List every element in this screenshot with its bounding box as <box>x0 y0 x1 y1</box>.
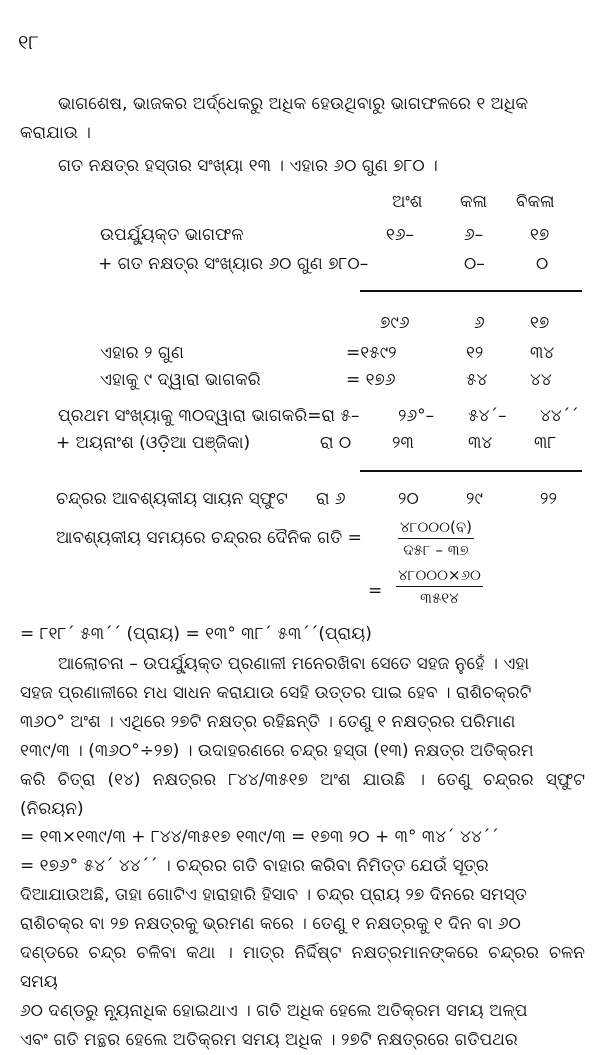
row1-kala: ୬– <box>464 225 484 245</box>
row2-label: + ଗତ ନକ୍ଷତ୍ର ସଂଖ୍ୟାର ୬୦ ଗୁଣ ୭୮୦– <box>98 254 369 274</box>
para-line-12: ଏବଂ ଗତି ମନ୍ଥର ହେଲେ ଅତିକ୍ରମ ସମୟ ଅଧିକ । ୨୭ଟି ନକ୍ଷତ୍ରରେ ଗତିପଥର <box>20 1029 518 1050</box>
row4-kala: ୧୨ <box>466 343 484 363</box>
para-line-1: ଆଲୋଚନା – ଉପର୍ଯ୍ୟୁକ୍ତ ପ୍ରଣାଳୀ ମନେରଖିବା ସେତେ ସହଜ ନୁହେଁ । ଏହା <box>58 654 530 674</box>
chandra-rashi: ରା ୬ <box>316 489 346 509</box>
gati-fraction-1-denominator: ଦ୫୮ – ୩୭ <box>403 541 469 559</box>
para-line-10: ଦଣ୍ଡରେ ଚନ୍ଦ୍ର ଚଳିବା କଥା । ମାତ୍ର ନିର୍ଦ୍ଦିଷ୍ଟ ନକ୍ଷତ୍ରମାନଙ୍କରେ ଚନ୍ଦ୍ରର ଚଳନ ସମୟ <box>20 943 585 992</box>
sum-rule-2 <box>360 470 582 472</box>
row4-label: ଏହାର ୨ ଗୁଣ <box>100 343 184 363</box>
gati-fraction-1 <box>398 518 474 559</box>
para-line-8: ଦିଆଯାଉଅଛି, ତାହା ଗୋଟିଏ ହାରାହାରି ହିସାବ । ଚନ୍ଦ୍ର ପ୍ରାୟ ୨୭ ଦିନରେ ସମସ୍ତ <box>20 885 527 906</box>
intro-line-2: କରାଯାଉ । <box>20 123 91 143</box>
gata-nakshatra-line: ଗତ ନକ୍ଷତ୍ର ହସ୍ତାର ସଂଖ୍ୟା ୧୩ । ଏହାର ୬୦ ଗୁଣ ୭୮୦ । <box>58 156 438 176</box>
sum-rule-1 <box>360 290 582 292</box>
sum-ansha: ୭୯୬ <box>380 313 410 333</box>
prathama-kala: ୫୪´– <box>468 406 507 426</box>
discussion-paragraph <box>20 650 585 1055</box>
row5-label: ଏହାକୁ ୯ ଦ୍ୱାରା ଭାଗକରି <box>100 370 261 390</box>
prathama-vikala: ୪୪´´ <box>540 406 579 426</box>
chandra-vikala: ୨୨ <box>540 489 557 509</box>
header-vikala: ବିକଳା <box>516 192 555 212</box>
prathama-ansha: ୨୬°– <box>398 406 435 426</box>
row1-label: ଉପର୍ଯ୍ୟୁକ୍ତ ଭାଗଫଳ <box>100 225 244 245</box>
para-line-4: ୧୩୯/୩ । (୩୬୦°÷୨୭) । ଉଦାହରଣରେ ଚନ୍ଦ୍ର ହସ୍ତା (୧୩) ନକ୍ଷତ୍ର ଅତିକ୍ରମ <box>20 740 534 761</box>
ayanamsha-vikala: ୩୮ <box>534 433 557 453</box>
gati-equals: = <box>368 581 383 601</box>
row4-ansha: =୧୫୯୨ <box>346 343 397 363</box>
row1-ansha: ୧୬– <box>386 225 415 245</box>
para-line-11: ୬୦ ଦଣ୍ଡରୁ ନ୍ୟୂନାଧିକ ହୋଇଥାଏ । ଗତି ଅଧିକ ହେଲେ ଅତିକ୍ରମ ସମୟ ଅଳ୍ପ <box>20 1000 528 1021</box>
para-line-5: କରି ଚିତ୍ରା (୧୪) ନକ୍ଷତ୍ରର ୮୪୪/୩୫୧୭ ଅଂଶ ଯାଉଛି । ତେଣୁ ଚନ୍ଦ୍ରର ସ୍ଫୁଟ (ନିରୟନ) <box>20 769 585 819</box>
row5-vikala: ୪୪ <box>530 370 552 390</box>
sum-kala: ୬ <box>474 313 485 333</box>
page-number: ୧୮ <box>18 30 39 54</box>
para-line-3: ୩୬୦° ଅଂଶ । ଏଥିରେ ୨୭ଟି ନକ୍ଷତ୍ର ରହିଛନ୍ତି । ତେଣୁ ୧ ନକ୍ଷତ୍ରର ପରିମାଣ <box>20 711 516 732</box>
ayanamsha-rashi: ରା ୦ <box>320 433 352 453</box>
gati-label: ଆବଶ୍ୟକୀୟ ସମୟରେ ଚନ୍ଦ୍ରର ଦୈନିକ ଗତି = <box>56 528 362 548</box>
row2-vikala: ୦ <box>536 254 549 274</box>
chandra-label: ଚନ୍ଦ୍ରର ଆବଶ୍ୟକୀୟ ସାୟନ ସ୍ଫୁଟ <box>56 489 288 509</box>
row2-kala: ୦– <box>464 254 485 274</box>
row1-vikala: ୧୭ <box>530 225 550 245</box>
result-line: = ୮୧୮´ ୫୩´´ (ପ୍ରାୟ) = ୧୩° ୩୮´ ୫୩´´(ପ୍ରାୟ) <box>20 624 372 644</box>
ayanamsha-kala: ୩୪ <box>468 433 493 453</box>
header-kala: କଳା <box>460 192 487 212</box>
para-line-6: = ୧୩×୧୩୯/୩ + ୮୪୪/୩୫୧୭ ୧୩୯/୩ = ୧୭୩ ୨୦ + ୩° ୩୪´ ୪୪´´ <box>20 827 499 848</box>
row5-kala: ୫୪ <box>466 370 488 390</box>
gati-fraction-1-numerator: ୪୮୦୦୦(ବ) <box>398 518 474 539</box>
prathama-label: ପ୍ରଥମ ସଂଖ୍ୟାକୁ ୩୦ଦ୍ୱାରା ଭାଗକରି=ରା ୫– <box>58 406 360 426</box>
gati-fraction-2 <box>396 566 483 607</box>
row5-ansha: = ୧୭୬ <box>346 370 396 390</box>
gati-fraction-2-denominator: ୩୫୧୪ <box>420 589 459 607</box>
gati-fraction-2-numerator: ୪୮୦୦୦×୬୦ <box>396 566 483 587</box>
header-ansha: ଅଂଶ <box>392 192 423 212</box>
ayanamsha-ansha: ୨୩ <box>392 433 414 453</box>
row4-vikala: ୩୪ <box>530 343 555 363</box>
chandra-ansha: ୨୦ <box>398 489 419 509</box>
intro-line-1: ଭାଗଶେଷ, ଭାଜକର ଅର୍ଦ୍ଧେକରୁ ଅଧିକ ହେଉଥିବାରୁ ଭାଗଫଳରେ ୧ ଅଧିକ <box>58 94 529 114</box>
chandra-kala: ୨୯ <box>466 489 483 509</box>
sum-vikala: ୧୭ <box>530 313 550 333</box>
para-line-9: ରାଶିଚକ୍ର ବା ୨୭ ନକ୍ଷତ୍ରକୁ ଭ୍ରମଣ କରେ । ତେଣୁ ୧ ନକ୍ଷତ୍ରକୁ ୧ ଦିନ ବା ୬୦ <box>20 914 521 935</box>
para-line-2: ସହଜ ପ୍ରଣାଳୀରେ ମଧ ସାଧନ କରାଯାଉ ସେହି ଉତ୍ତର ପାଇ ହେବ । ରାଶିଚକ୍ରଟି <box>20 682 532 703</box>
para-line-7: = ୧୭୬° ୫୪´ ୪୪´´ । ଚନ୍ଦ୍ରର ଗତି ବାହାର କରିବା ନିମିତ୍ତ ଯେଉଁ ସୂତ୍ର <box>20 856 489 877</box>
ayanamsha-label: + ଅୟନାଂଶ (ଓଡ଼ିଆ ପଞ୍ଜିକା) <box>56 433 251 453</box>
